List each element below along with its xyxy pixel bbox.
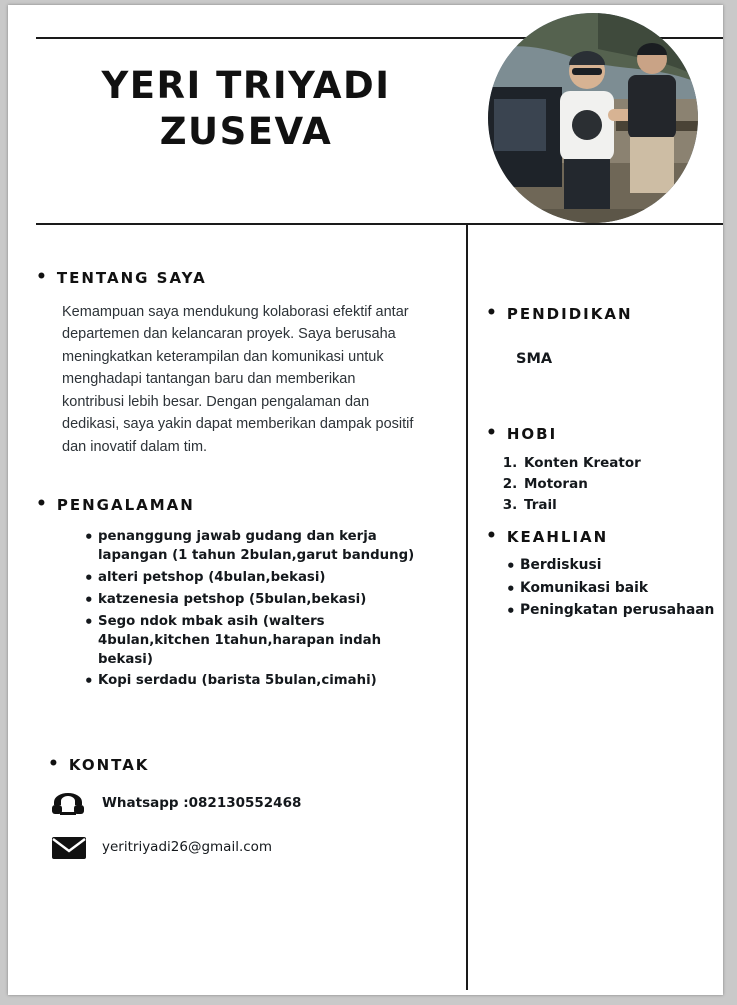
list-item: • Berdiskusi: [520, 554, 718, 577]
list-item: • Kopi serdadu (barista 5bulan,cimahi): [98, 672, 418, 691]
about-text: Kemampuan saya mendukung kolaborasi efektif antar departemen dan kelancaran proyek. Saya berusaha meningkatkan keterampilan dan komunikasi untuk menghadapi tantangan baru dan memberikan kontribusi lebih besar. Dengan pengalaman dan dedikasi, saya yakin dapat memberikan dampak positif dan inovatif dalam tim.: [62, 304, 414, 455]
profile-photo: [488, 13, 698, 223]
list-item: • Sego ndok mbak asih (walters 4bulan,kitchen 1tahun,harapan indah bekasi): [98, 613, 418, 670]
bullet-dot-icon: •: [486, 303, 499, 323]
page-title: [36, 63, 456, 155]
column-divider: [466, 225, 468, 990]
resume-page: [8, 5, 723, 995]
hobby-list: [486, 453, 718, 516]
contact-phone-row: [48, 788, 456, 818]
list-item: • Peningkatan perusahaan: [520, 599, 718, 622]
name-line-2: ZUSEVA: [159, 109, 333, 153]
bullet-dot-icon: •: [486, 525, 499, 546]
section-heading-contact: [48, 756, 456, 774]
education-value: SMA: [516, 351, 553, 367]
about-heading-label: TENTANG SAYA: [56, 269, 207, 287]
envelope-icon: [48, 832, 88, 862]
contact-phone-label[interactable]: Whatsapp :082130552468: [102, 795, 302, 812]
resume-header: [8, 5, 723, 223]
contact-email-label[interactable]: yeritriyadi26@gmail.com: [102, 839, 273, 856]
bullet-dot-icon: •: [36, 267, 49, 287]
list-item: 2. Motoran: [522, 474, 718, 495]
list-item: • penanggung jawab gudang dan kerja lapangan (1 tahun 2bulan,garut bandung): [98, 528, 418, 566]
bullet-dot-icon: •: [486, 423, 499, 443]
bullet-dot-icon: •: [36, 494, 49, 515]
experience-heading-label: PENGALAMAN: [56, 496, 195, 515]
list-item: • Komunikasi baik: [520, 577, 718, 600]
education-heading-label: PENDIDIKAN: [506, 305, 633, 323]
list-item: • katzenesia petshop (5bulan,bekasi): [98, 591, 418, 610]
contact-email-row: [48, 832, 456, 862]
telephone-icon: [48, 788, 88, 818]
left-column: [36, 225, 456, 862]
contact-heading-label: KONTAK: [68, 756, 150, 775]
list-item: • alteri petshop (4bulan,bekasi): [98, 569, 418, 588]
photo-illustration: [488, 13, 698, 223]
section-heading-experience: [36, 496, 456, 514]
right-column: [486, 225, 718, 622]
section-heading-hobby: [486, 425, 718, 443]
skills-heading-label: KEAHLIAN: [506, 527, 609, 546]
section-heading-about: [36, 269, 456, 287]
section-heading-education: [486, 305, 718, 323]
list-item: 3. Trail: [522, 495, 718, 516]
resume-body: [8, 225, 723, 995]
experience-list: [36, 528, 456, 691]
list-item: 1. Konten Kreator: [522, 453, 718, 474]
section-heading-skills: [486, 525, 718, 546]
bullet-dot-icon: •: [48, 754, 61, 775]
hobby-heading-label: HOBI: [506, 425, 558, 443]
skills-list: [486, 554, 718, 622]
name-line-1: YERI TRIYADI: [101, 64, 391, 107]
